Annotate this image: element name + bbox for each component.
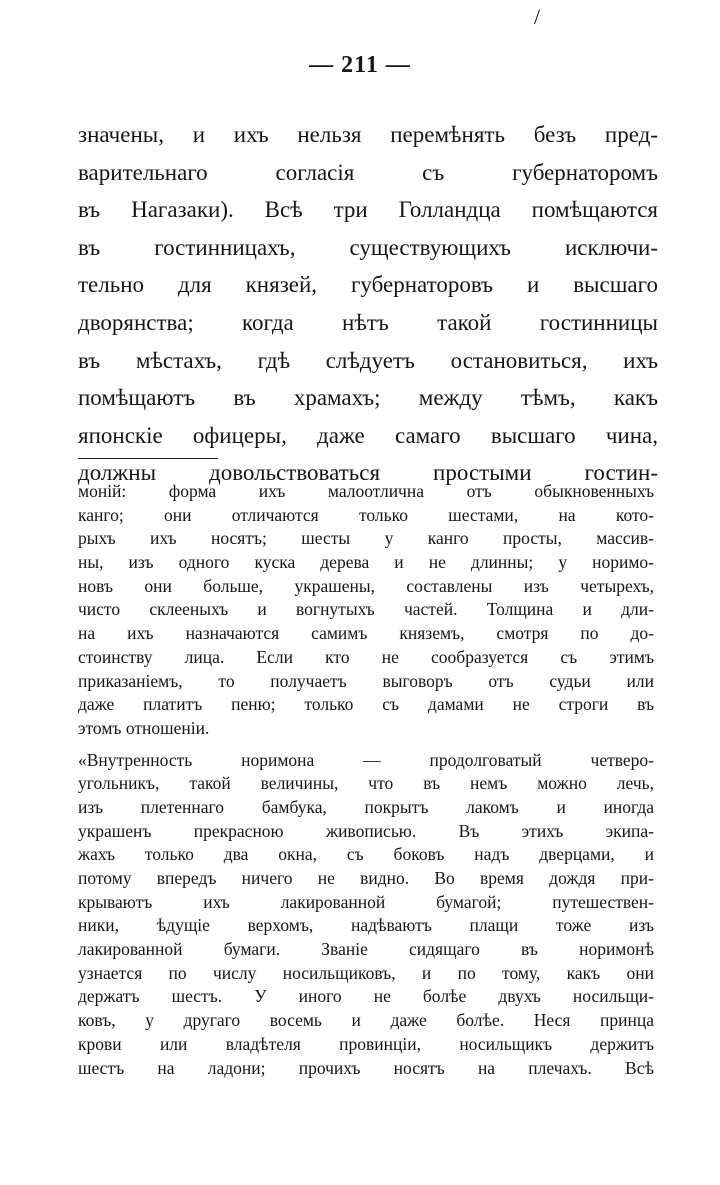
footnote-text	[78, 480, 654, 1080]
quote-line: ники, ѣдущіе верхомъ, надѣваютъ плащи тоже изъ	[78, 915, 654, 936]
footnote-line: даже платитъ пеню; только съ дамами не строги въ	[78, 694, 654, 715]
text-line: должны довольствоваться простыми гостин-	[78, 460, 658, 486]
text-line: въ Нагазаки). Всѣ три Голландца помѣщаются	[78, 197, 658, 223]
quote-line: крови или владѣтеля провинціи, носильщикъ держитъ	[78, 1033, 654, 1054]
footnote-line: рыхъ ихъ носятъ; шесты у канго просты, массив-	[78, 528, 654, 549]
quote-line: шестъ на ладони; прочихъ носятъ на плечахъ. Всѣ	[78, 1057, 654, 1078]
quote-line: «Внутренность норимона — продолговатый четверо-	[78, 749, 654, 770]
footnote-line: ны, изъ одного куска дерева и не длинны; у норимо-	[78, 552, 654, 573]
text-line: дворянства; когда нѣтъ такой гостинницы	[78, 309, 658, 335]
text-line: значены, и ихъ нельзя перемѣнять безъ пред-	[78, 122, 658, 147]
text-line: въ мѣстахъ, гдѣ слѣдуетъ остановиться, ихъ	[78, 347, 658, 373]
footnote-line: чисто склееныхъ и вогнутыхъ частей. Толщина и дли-	[78, 599, 654, 620]
quote-line: жахъ только два окна, съ боковъ надъ дверцами, и	[78, 844, 654, 865]
footnote-line: моній: форма ихъ малоотлична отъ обыкновенныхъ	[78, 481, 654, 501]
main-text	[78, 116, 658, 492]
page-number: — 211 —	[309, 52, 411, 78]
footnote-line: этомъ отношеніи.	[78, 717, 210, 738]
quote-line: ковъ, у другаго восемь и даже болѣе. Неся принца	[78, 1010, 654, 1031]
quote-line: украшенъ прекрасною живописью. Въ этихъ экипа-	[78, 820, 654, 841]
quote-line: лакированной бумаги. Званіе сидящаго въ норимонѣ	[78, 939, 654, 960]
quote-line: крываютъ ихъ лакированной бумагой; путешествен-	[78, 891, 654, 912]
text-line: японскіе офицеры, даже самаго высшаго чина,	[78, 422, 658, 448]
margin-mark: /	[534, 4, 541, 29]
text-line: въ гостинницахъ, существующихъ исключи-	[78, 234, 658, 260]
quote-line: потому впередъ ничего не видно. Во время дождя при-	[78, 868, 654, 888]
quote-line: узнается по числу носильщиковъ, и по тому, какъ они	[78, 962, 654, 983]
text-line: тельно для князей, губернаторовъ и высшаго	[78, 272, 658, 298]
paragraph-gap	[78, 741, 654, 749]
quote-line: изъ плетеннаго бамбука, покрытъ лакомъ и иногда	[78, 796, 654, 817]
footnote-line: приказаніемъ, то получаетъ выговоръ отъ судьи или	[78, 670, 654, 691]
text-line: варительнаго согласія съ губернаторомъ	[78, 159, 658, 185]
footnote-line: на ихъ назначаются самимъ княземъ, смотря по до-	[78, 623, 654, 644]
footnote-divider	[78, 458, 218, 459]
footnote-line: канго; они отличаются только шестами, на кото-	[78, 504, 654, 525]
text-line: помѣщаютъ въ храмахъ; между тѣмъ, какъ	[78, 385, 658, 411]
footnote-line: стоинству лица. Если кто не сообразуется съ этимъ	[78, 646, 654, 667]
quote-line: угольникъ, такой величины, что въ немъ можно лечь,	[78, 773, 654, 794]
quote-line: держатъ шестъ. У иного не болѣе двухъ носильщи-	[78, 986, 654, 1007]
footnote-line: новъ они больше, украшены, составлены изъ четырехъ,	[78, 575, 654, 596]
